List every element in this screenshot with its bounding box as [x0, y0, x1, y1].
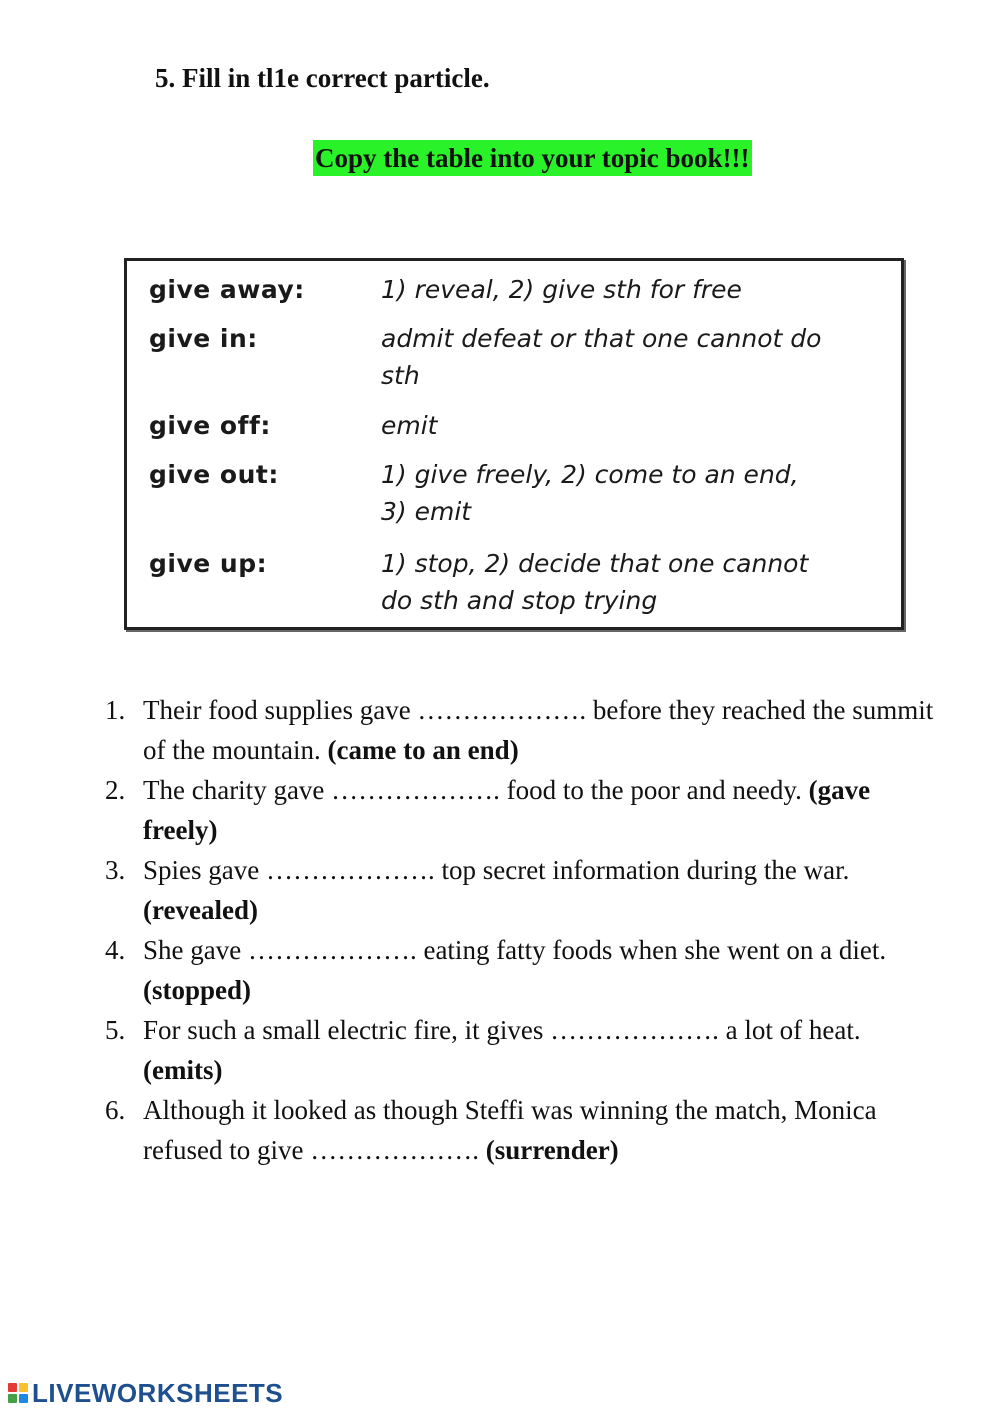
logo-square [8, 1383, 17, 1392]
definition-give-in [381, 320, 891, 394]
question-text: She gave ………………. eating fatty foods when she went on a diet. [143, 935, 887, 965]
definition-line: do sth and stop trying [381, 586, 658, 615]
liveworksheets-logo [8, 1378, 283, 1408]
question-number: 6. [105, 1095, 126, 1125]
exercise-list [105, 690, 935, 1170]
question-item [105, 850, 935, 930]
question-text: Spies gave ………………. top secret information during the war. [143, 855, 850, 885]
question-text: For such a small electric fire, it gives ………………. a lot of heat. [143, 1015, 861, 1045]
definition-give-up [381, 545, 891, 619]
question-number: 1. [105, 695, 126, 725]
logo-squares-icon [8, 1383, 28, 1403]
logo-square [8, 1394, 17, 1403]
instruction-highlight: Copy the table into your topic book!!! [313, 140, 752, 176]
definition-give-out [381, 456, 891, 530]
question-item [105, 690, 935, 770]
question-number: 5. [105, 1015, 126, 1045]
term-give-away: give away: [149, 275, 305, 304]
question-number: 4. [105, 935, 126, 965]
definition-line: 1) reveal, 2) give sth for free [381, 275, 742, 304]
term-give-out: give out: [149, 460, 279, 489]
question-hint: (stopped) [143, 975, 252, 1005]
logo-square [19, 1383, 28, 1392]
question-item [105, 770, 935, 850]
logo-text: LIVEWORKSHEETS [32, 1377, 284, 1408]
question-hint: (came to an end) [327, 735, 519, 765]
logo-square [19, 1394, 28, 1403]
question-hint: (emits) [143, 1055, 223, 1085]
definition-give-off [381, 407, 891, 444]
term-give-off: give off: [149, 411, 271, 440]
definition-line: emit [381, 411, 438, 440]
question-text: Their food supplies gave ………………. before they reached the summit of the mountain. [143, 695, 934, 765]
term-give-up: give up: [149, 549, 268, 578]
exercise-title: 5. Fill in tl1e correct particle. [155, 63, 490, 93]
question-number: 3. [105, 855, 126, 885]
question-hint: (gave freely) [143, 775, 871, 845]
definition-line: 1) give freely, 2) come to an end, [381, 460, 799, 489]
definition-line: admit defeat or that one cannot do [381, 324, 822, 353]
definition-line: 1) stop, 2) decide that one cannot [381, 549, 809, 578]
question-number: 2. [105, 775, 126, 805]
question-text: The charity gave ………………. food to the poor and needy. [143, 775, 802, 805]
definition-give-away [381, 271, 891, 308]
phrasal-verb-table [124, 258, 904, 630]
question-text: Although it looked as though Steffi was winning the match, Monica refused to give ………………. [143, 1095, 877, 1165]
question-item [105, 930, 935, 1010]
question-hint: (surrender) [485, 1135, 619, 1165]
definition-line: sth [381, 361, 420, 390]
question-item [105, 1010, 935, 1090]
question-hint: (revealed) [143, 895, 258, 925]
term-give-in: give in: [149, 324, 258, 353]
question-item [105, 1090, 935, 1170]
definition-line: 3) emit [381, 497, 472, 526]
